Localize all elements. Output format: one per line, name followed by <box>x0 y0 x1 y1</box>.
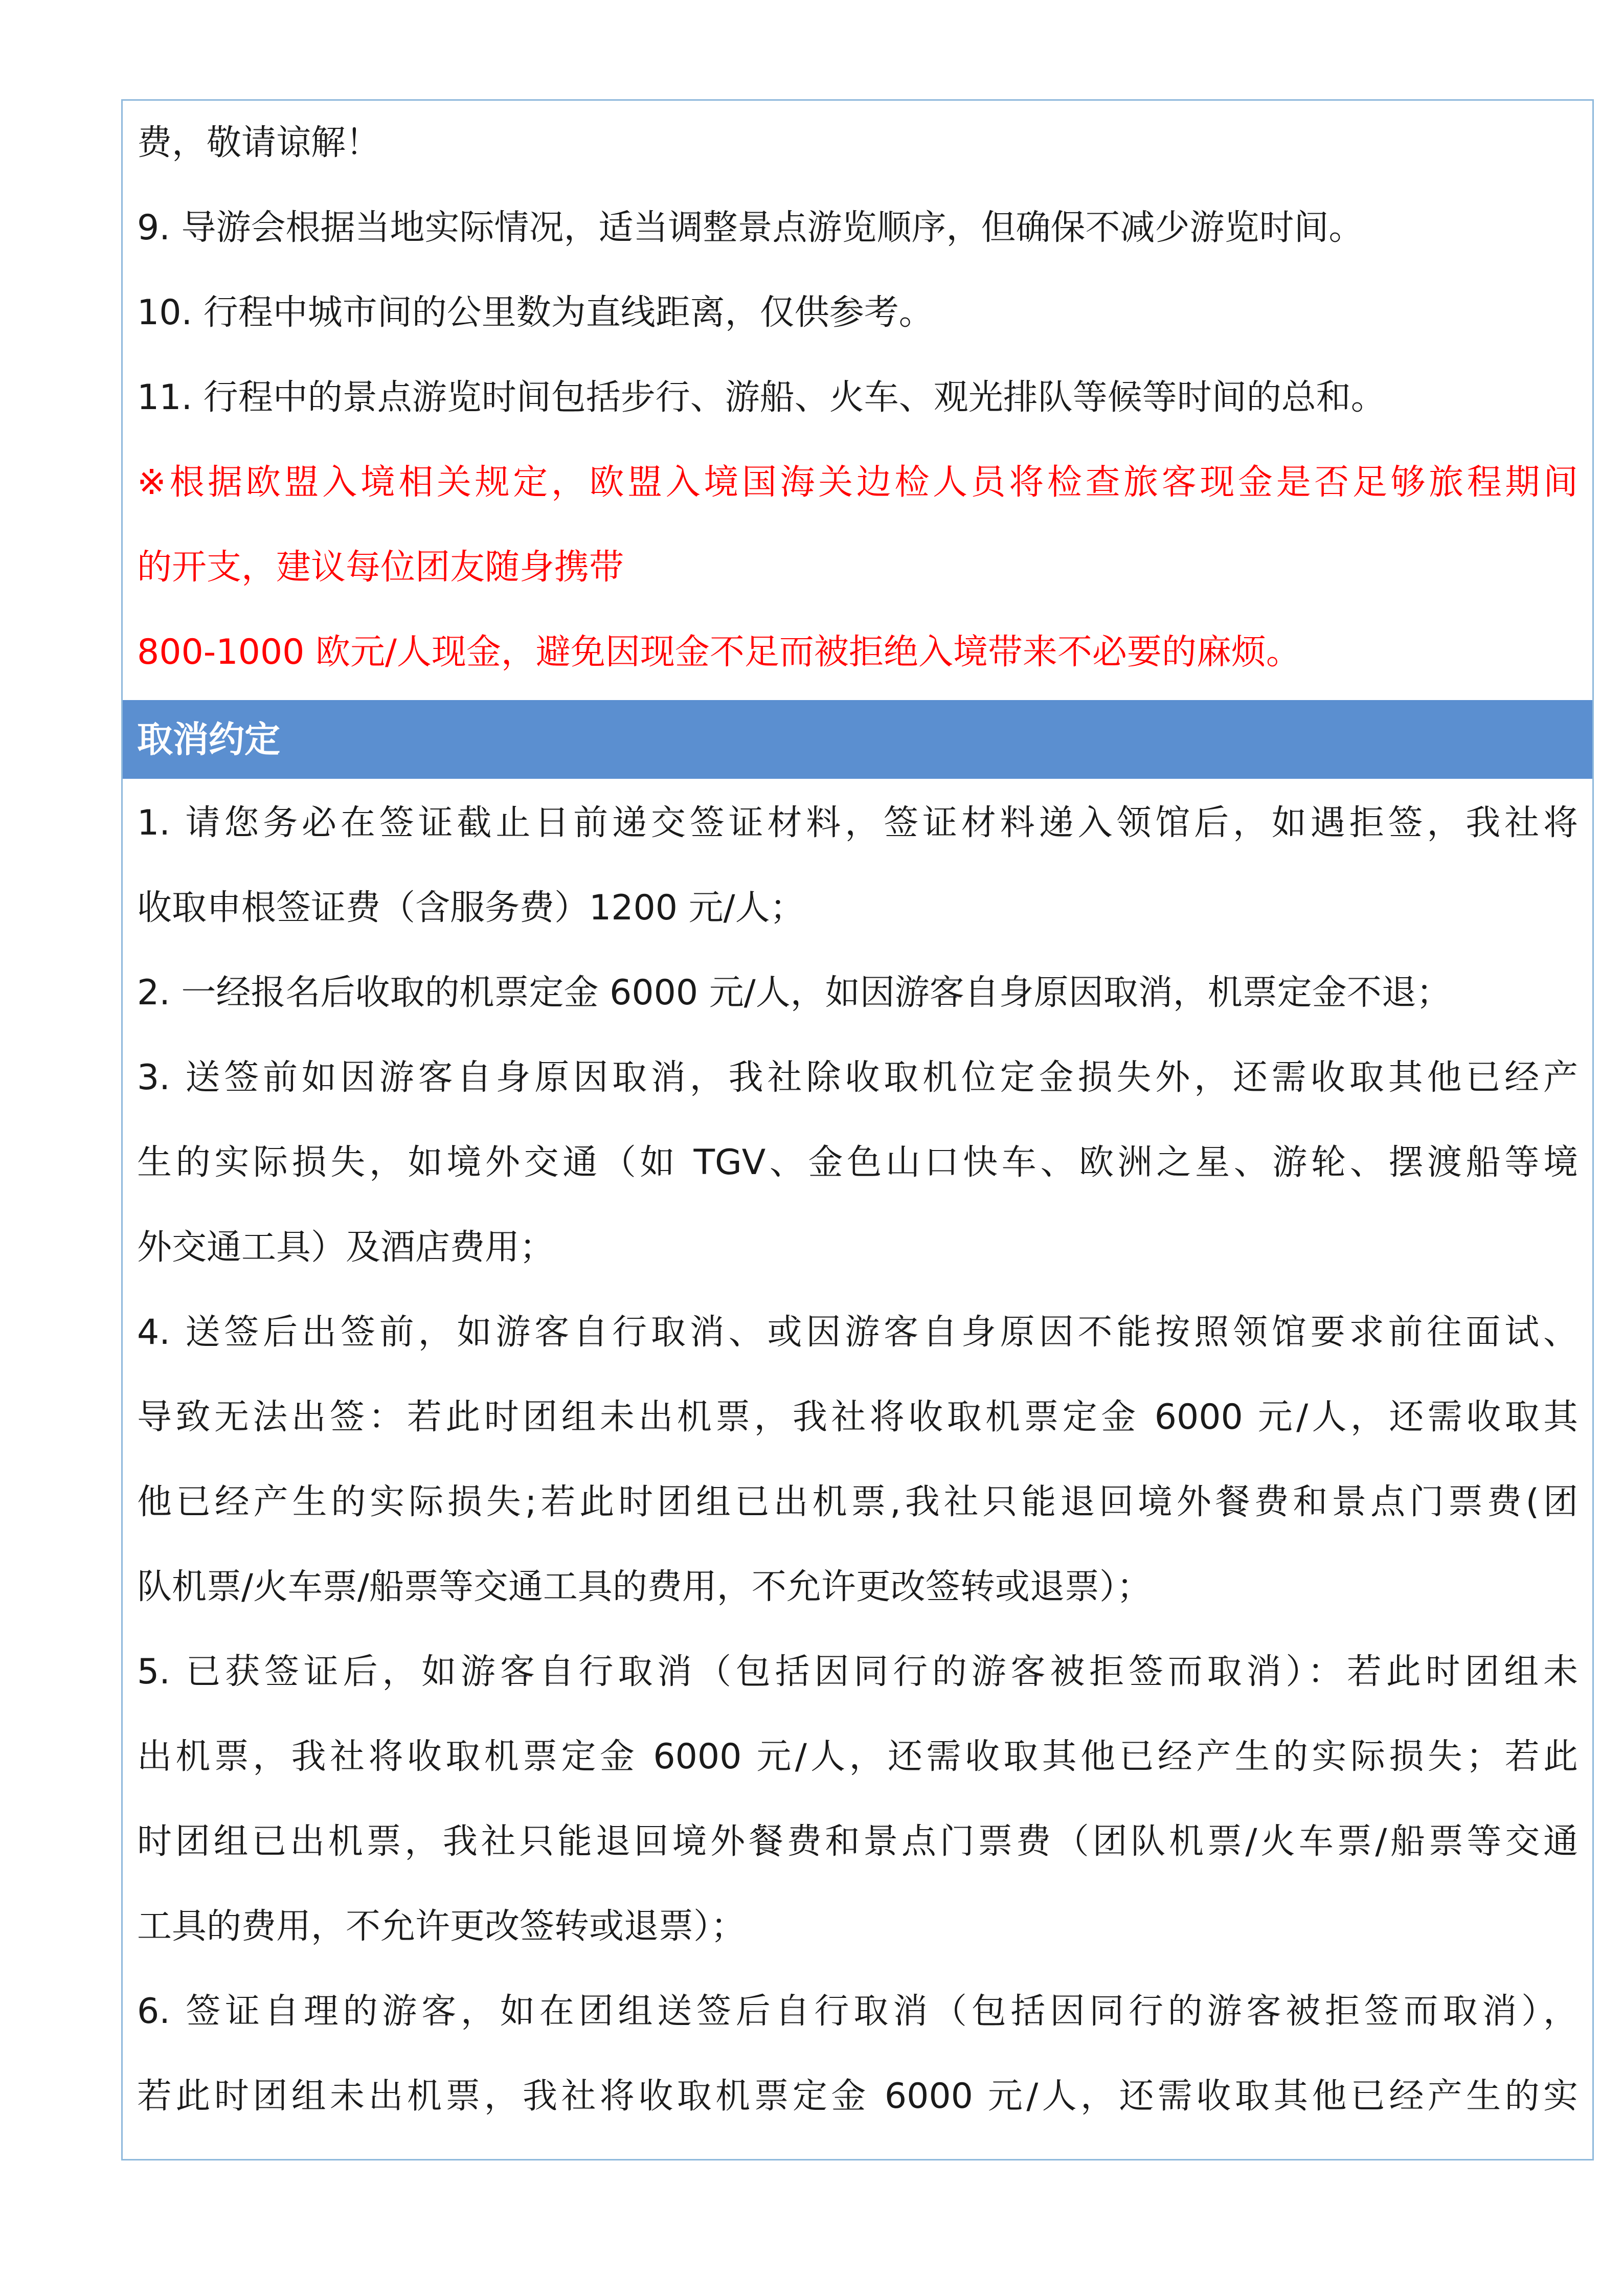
cancellation-line: 3. 送签前如因游客自身原因取消，我社除收取机位定金损失外，还需收取其他已经产 <box>137 1057 1578 1098</box>
cancellation-line: 导致无法出签：若此时团组未出机票，我社将收取机票定金 6000 元/人，还需收取其 <box>137 1397 1578 1437</box>
warning-line: ※根据欧盟入境相关规定，欧盟入境国海关边检人员将检查旅客现金是否足够旅程期间 <box>137 462 1578 503</box>
cancellation-header: 取消约定 <box>123 700 1592 779</box>
cancellation-line: 收取申根签证费（含服务费）1200 元/人； <box>137 888 805 928</box>
cancellation-line: 1. 请您务必在签证截止日前递交签证材料，签证材料递入领馆后，如遇拒签，我社将 <box>137 803 1578 843</box>
cancellation-line: 4. 送签后出签前，如游客自行取消、或因游客自身原因不能按照领馆要求前往面试、 <box>137 1312 1578 1353</box>
cancellation-line: 6. 签证自理的游客，如在团组送签后自行取消（包括因同行的游客被拒签而取消）， <box>137 1991 1578 2032</box>
warning-line: 800-1000 欧元/人现金，避免因现金不足而被拒绝入境带来不必要的麻烦。 <box>137 632 1301 672</box>
cancellation-line: 队机票/火车票/船票等交通工具的费用，不允许更改签转或退票）； <box>137 1567 1152 1607</box>
note-line: 10. 行程中城市间的公里数为直线距离，仅供参考。 <box>137 292 934 333</box>
cancellation-line: 他已经产生的实际损失;若此时团组已出机票,我社只能退回境外餐费和景点门票费(团 <box>137 1482 1578 1522</box>
content-frame <box>121 99 1594 2160</box>
cancellation-line: 出机票，我社将收取机票定金 6000 元/人，还需收取其他已经产生的实际损失；若此 <box>137 1737 1578 1777</box>
cancellation-line: 时团组已出机票，我社只能退回境外餐费和景点门票费（团队机票/火车票/船票等交通 <box>137 1821 1578 1862</box>
note-line: 9. 导游会根据当地实际情况，适当调整景点游览顺序，但确保不减少游览时间。 <box>137 208 1364 248</box>
cancellation-line: 外交通工具）及酒店费用； <box>137 1227 555 1268</box>
cancellation-line: 5. 已获签证后，如游客自行取消（包括因同行的游客被拒签而取消）：若此时团组未 <box>137 1652 1578 1692</box>
cancellation-line: 2. 一经报名后收取的机票定金 6000 元/人，如因游客自身原因取消，机票定金不退； <box>137 973 1451 1013</box>
notes-section <box>123 101 1592 695</box>
note-line: 费，敬请谅解！ <box>137 123 381 163</box>
cancellation-line: 若此时团组未出机票，我社将收取机票定金 6000 元/人，还需收取其他已经产生的实 <box>137 2076 1578 2117</box>
cancellation-line: 工具的费用，不允许更改签转或退票）； <box>137 1906 746 1947</box>
cancellation-line: 生的实际损失，如境外交通（如 TGV、金色山口快车、欧洲之星、游轮、摆渡船等境 <box>137 1142 1578 1183</box>
cancellation-section <box>123 781 1592 2139</box>
note-line: 11. 行程中的景点游览时间包括步行、游船、火车、观光排队等候等时间的总和。 <box>137 377 1386 418</box>
warning-line: 的开支，建议每位团友随身携带 <box>137 547 624 588</box>
